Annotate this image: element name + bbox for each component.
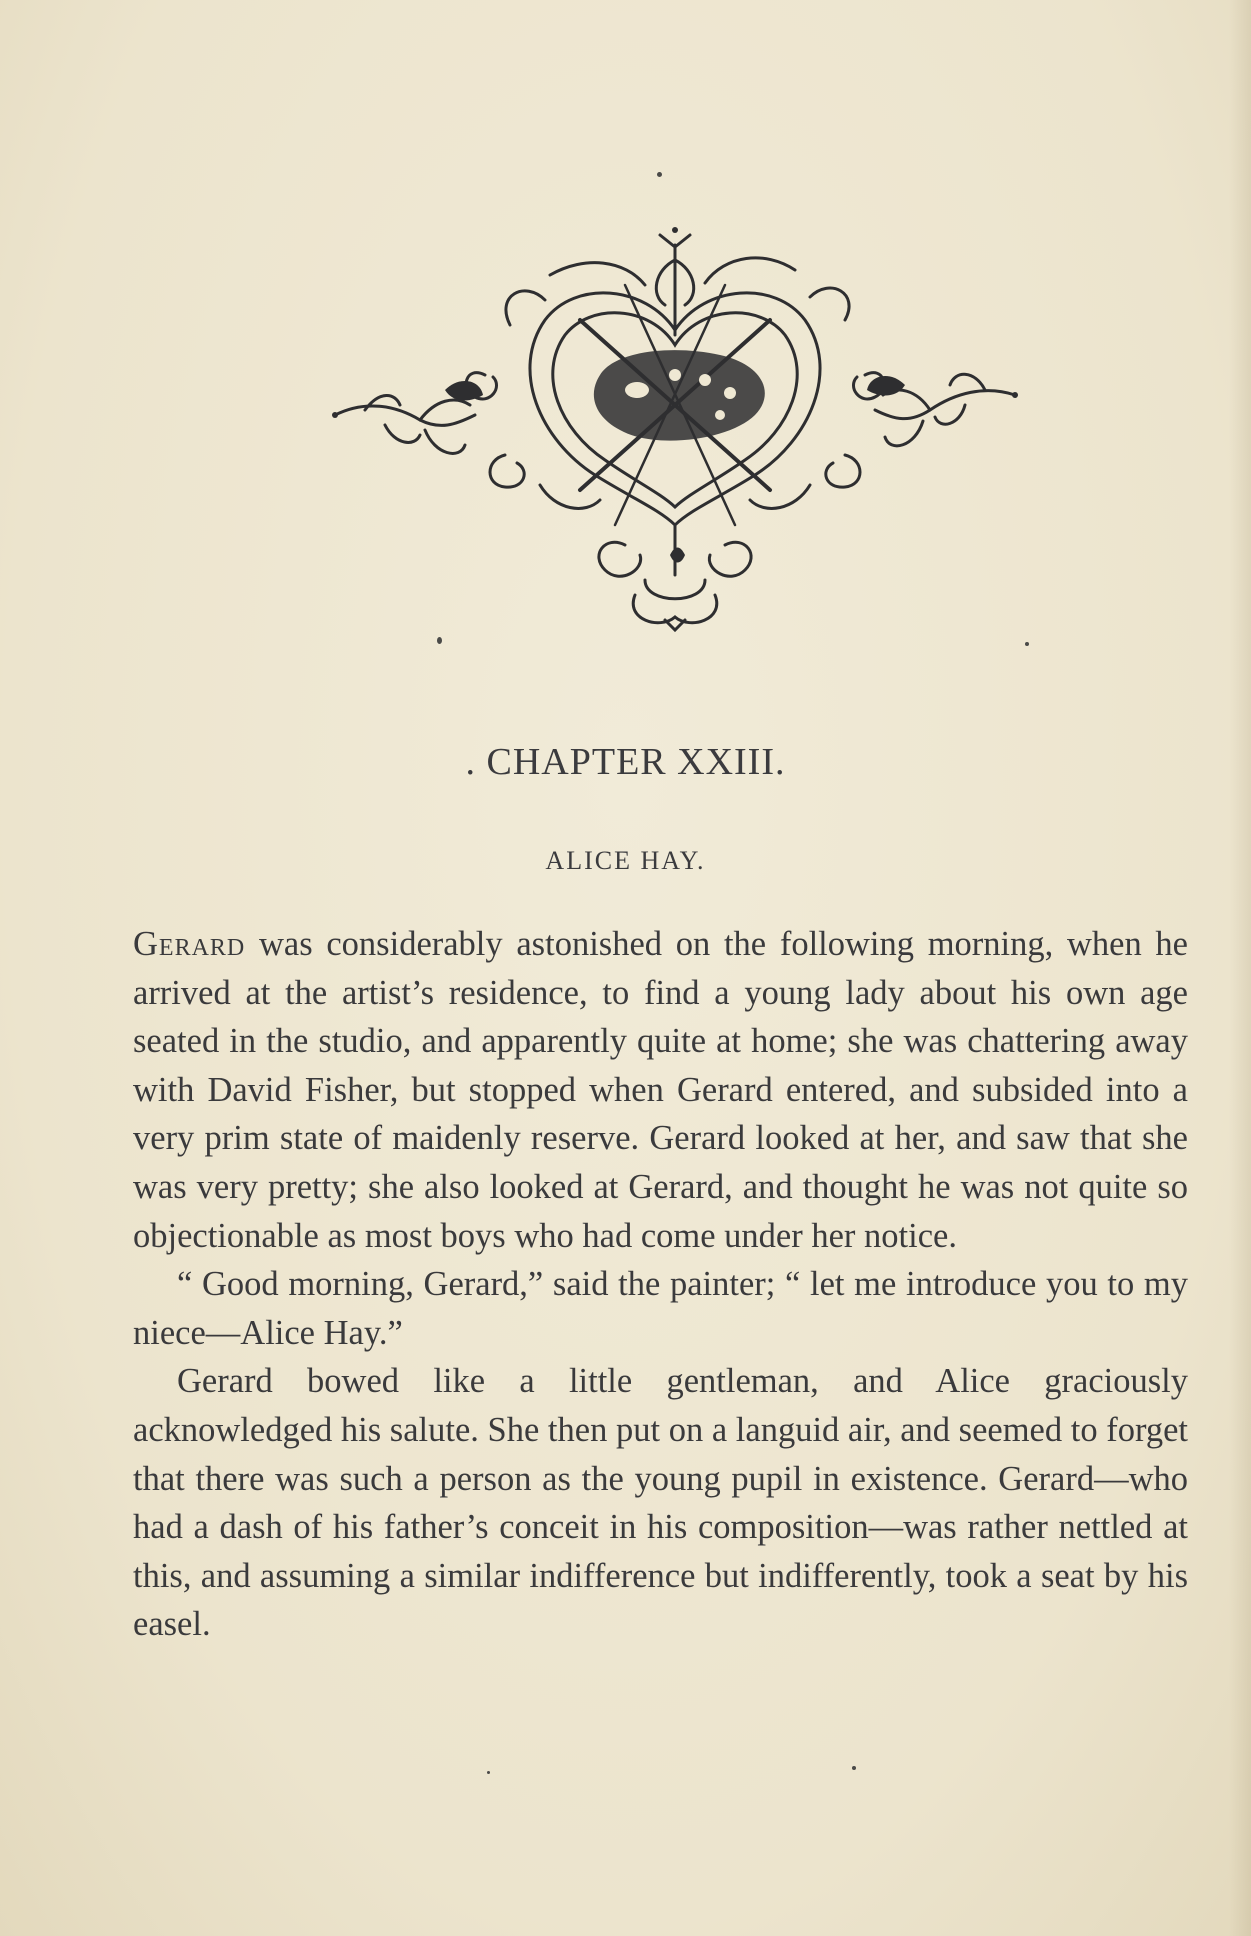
paragraph-text: was considerably astonished on the following morning, when he arrived at the artist’s residence, to find a young lady about his own age seated in the studio, and apparently quite at home; she was chattering away with David Fisher, but stopped when Gerard entered, and subsided into a very prim state of maidenly reserve. Gerard looked at her, and saw that she was very pretty; she also looked at Gerard, and thought he was not quite so objectionable as most boys who had come under her notice.	[133, 925, 1188, 1255]
chapter-subtitle: ALICE HAY.	[545, 846, 706, 875]
ink-speck	[852, 1766, 856, 1770]
page-edge-shadow	[1229, 0, 1251, 1936]
artist-palette-ornament-icon	[325, 225, 1025, 635]
ink-speck	[437, 637, 442, 644]
chapter-title: . CHAPTER XXIII.	[465, 741, 786, 783]
chapter-body	[133, 920, 1188, 1649]
ink-speck	[1025, 642, 1029, 646]
paragraph-3: Gerard bowed like a little gentleman, and Alice graciously acknowledged his salute. She then put on a languid air, and seemed to forget that there was such a person as the young pupil in existence. Gerard—who had a dash of his father’s conceit in his composition—was rather nettled at this, and assuming a similar indifference but indifferently, took a seat by his easel.	[133, 1362, 1188, 1644]
paragraph-lead-word: Gerard	[133, 925, 246, 963]
ink-speck	[657, 172, 662, 177]
ink-speck	[487, 1771, 490, 1774]
paragraph-2: “ Good morning, Gerard,” said the painter; “ let me introduce you to my niece—Alice Hay.”	[133, 1265, 1188, 1352]
paragraph-1	[133, 920, 1188, 1260]
